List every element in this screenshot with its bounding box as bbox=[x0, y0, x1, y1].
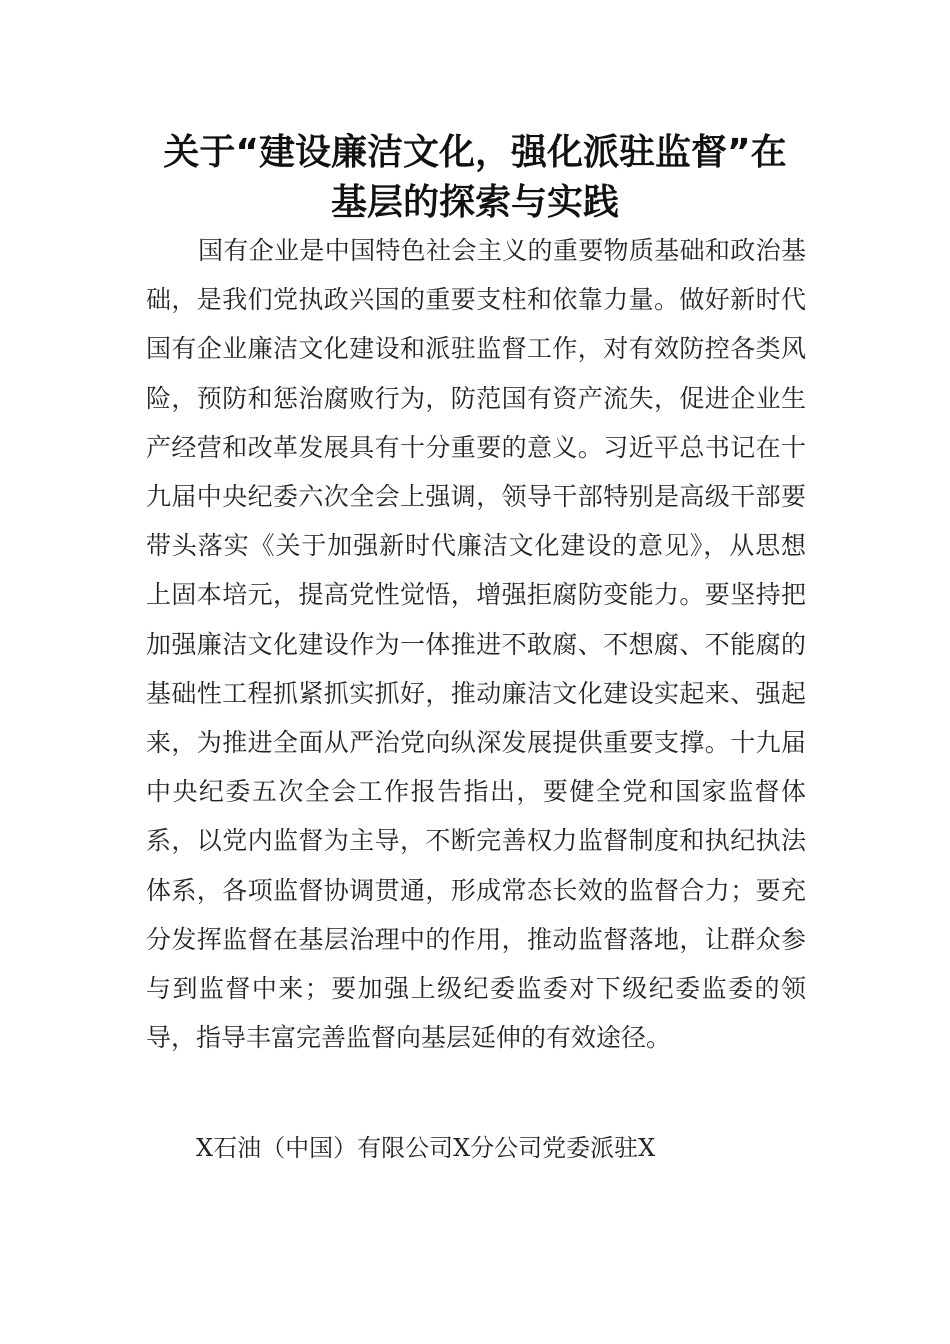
author-line: X石油（中国）有限公司X分公司党委派驻X bbox=[196, 1134, 656, 1162]
body-paragraph: 国有企业是中国特色社会主义的重要物质基础和政治基础，是我们党执政兴国的重要支柱和依靠力量。做好新时代国有企业廉洁文化建设和派驻监督工作，对有效防控各类风险，预防和惩治腐败行为，防范国有资产流失，促进企业生产经营和改革发展具有十分重要的意义。习近平总书记在十九届中央纪委六次全会上强调，领导干部特别是高级干部要带头落实《关于加强新时代廉洁文化建设的意见》，从思想上固本培元，提高党性觉悟，增强拒腐防变能力。要坚持把加强廉洁文化建设作为一体推进不敢腐、不想腐、不能腐的基础性工程抓紧抓实抓好，推动廉洁文化建设实起来、强起来，为推进全面从严治党向纵深发展提供重要支撑。十九届中央纪委五次全会工作报告指出，要健全党和国家监督体系，以党内监督为主导，不断完善权力监督制度和执纪执法体系，各项监督协调贯通，形成常态长效的监督合力；要充分发挥监督在基层治理中的作用，推动监督落地，让群众参与到监督中来；要加强上级纪委监委对下级纪委监委的领导，指导丰富完善监督向基层延伸的有效途径。 bbox=[146, 236, 806, 1053]
document-title bbox=[120, 128, 830, 228]
title-line-1: 关于“建设廉洁文化，强化派驻监督”在 bbox=[163, 132, 787, 173]
title-line-2: 基层的探索与实践 bbox=[330, 182, 619, 223]
